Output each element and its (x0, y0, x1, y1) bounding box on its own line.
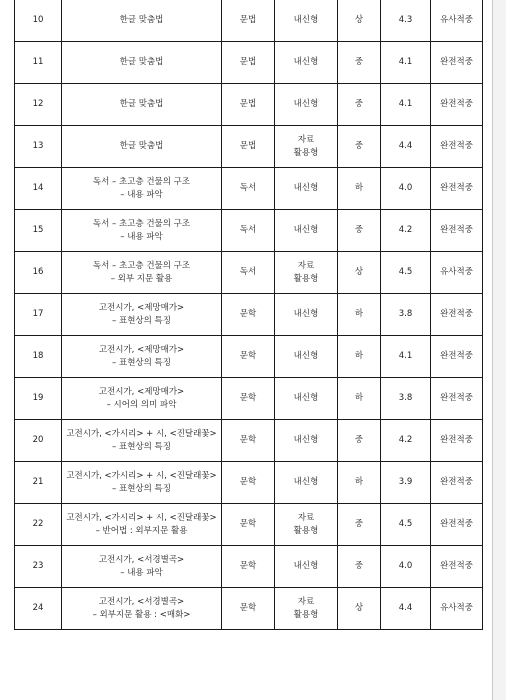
question-area: 문학 (222, 378, 275, 420)
question-topic (62, 0, 222, 42)
question-area: 독서 (222, 252, 275, 294)
question-topic-line: – 반어법 : 외부지문 활용 (95, 525, 188, 536)
table-row (15, 378, 483, 420)
question-difficulty: 하 (338, 462, 381, 504)
question-topic-line: – 외부지문 활용 : <매화> (92, 609, 191, 620)
question-number: 15 (15, 210, 62, 252)
question-area: 문학 (222, 294, 275, 336)
question-score: 4.1 (381, 42, 431, 84)
question-difficulty: 중 (338, 546, 381, 588)
question-area: 문학 (222, 336, 275, 378)
question-difficulty: 중 (338, 42, 381, 84)
question-area: 문학 (222, 588, 275, 630)
question-category: 완전적중 (431, 504, 483, 546)
question-number: 18 (15, 336, 62, 378)
question-type-line: 자료 (297, 134, 315, 145)
question-topic-line: – 표현상의 특징 (112, 483, 171, 494)
question-topic-line: 고전시가, <제망매가> (98, 344, 185, 355)
question-number: 17 (15, 294, 62, 336)
question-area: 문법 (222, 42, 275, 84)
question-type-line: 내신형 (293, 225, 319, 235)
question-topic-line: 독서 – 초고층 건물의 구조 (92, 176, 191, 187)
question-category: 완전적중 (431, 84, 483, 126)
question-topic-line: – 표현상의 특징 (112, 441, 171, 452)
question-type (275, 210, 338, 252)
question-difficulty: 상 (338, 588, 381, 630)
question-score: 3.8 (381, 294, 431, 336)
question-type-line: 내신형 (293, 99, 319, 109)
question-difficulty: 하 (338, 336, 381, 378)
question-topic-line: 고전시가, <제망매가> (98, 386, 185, 397)
question-category: 완전적중 (431, 378, 483, 420)
question-number: 10 (15, 0, 62, 42)
question-difficulty: 중 (338, 420, 381, 462)
question-type (275, 168, 338, 210)
question-topic (62, 378, 222, 420)
question-type (275, 0, 338, 42)
table-body (15, 0, 483, 630)
question-score: 3.9 (381, 462, 431, 504)
question-type-line: 활용형 (293, 273, 319, 284)
question-type (275, 126, 338, 168)
question-score: 4.4 (381, 588, 431, 630)
viewer-gutter (493, 0, 506, 700)
question-category: 완전적중 (431, 336, 483, 378)
question-topic (62, 126, 222, 168)
question-score: 4.0 (381, 168, 431, 210)
question-score: 4.1 (381, 84, 431, 126)
question-type (275, 294, 338, 336)
question-number: 14 (15, 168, 62, 210)
question-category: 완전적중 (431, 462, 483, 504)
question-area: 문학 (222, 546, 275, 588)
question-category: 유사적중 (431, 588, 483, 630)
question-number: 24 (15, 588, 62, 630)
question-type-line: 내신형 (293, 561, 319, 571)
table-row (15, 42, 483, 84)
question-category: 유사적중 (431, 0, 483, 42)
question-type-line: 자료 (297, 260, 315, 271)
question-topic-line: – 내용 파악 (120, 189, 163, 200)
question-type-line: 자료 (297, 596, 315, 607)
question-topic-line: 한글 맞춤법 (119, 99, 164, 109)
question-area: 문학 (222, 420, 275, 462)
question-category: 완전적중 (431, 294, 483, 336)
question-type-line: 활용형 (293, 525, 319, 536)
question-topic (62, 588, 222, 630)
question-difficulty: 상 (338, 0, 381, 42)
question-type (275, 84, 338, 126)
question-topic (62, 84, 222, 126)
question-area: 문법 (222, 0, 275, 42)
question-type-line: 내신형 (293, 15, 319, 25)
question-type-line: 내신형 (293, 183, 319, 193)
question-type (275, 252, 338, 294)
question-topic-line: – 표현상의 특징 (112, 357, 171, 368)
question-score: 4.2 (381, 420, 431, 462)
question-type (275, 588, 338, 630)
question-area: 문법 (222, 84, 275, 126)
question-type (275, 378, 338, 420)
question-difficulty: 하 (338, 378, 381, 420)
question-topic-line: 고전시가, <서경별곡> (98, 596, 185, 607)
question-type (275, 336, 338, 378)
table-row (15, 420, 483, 462)
question-topic-line: 고전시가, <서경별곡> (98, 554, 185, 565)
question-score: 4.1 (381, 336, 431, 378)
question-type-line: 자료 (297, 512, 315, 523)
table-row (15, 168, 483, 210)
question-topic-line: – 내용 파악 (120, 567, 163, 578)
question-category: 완전적중 (431, 210, 483, 252)
table-row (15, 210, 483, 252)
question-topic (62, 504, 222, 546)
table-row (15, 462, 483, 504)
question-type-line: 활용형 (293, 147, 319, 158)
table-row (15, 84, 483, 126)
question-difficulty: 상 (338, 252, 381, 294)
question-category: 완전적중 (431, 42, 483, 84)
question-topic-line: 고전시가, <가시리> + 시, <진달래꽃> (66, 470, 217, 481)
question-type-line: 내신형 (293, 351, 319, 361)
question-type (275, 42, 338, 84)
question-score: 4.5 (381, 504, 431, 546)
question-type-line: 활용형 (293, 609, 319, 620)
question-difficulty: 하 (338, 168, 381, 210)
question-score: 4.3 (381, 0, 431, 42)
question-topic-line: – 표현상의 특징 (112, 315, 171, 326)
question-topic (62, 210, 222, 252)
question-type (275, 546, 338, 588)
question-topic (62, 294, 222, 336)
question-area: 독서 (222, 210, 275, 252)
question-difficulty: 하 (338, 294, 381, 336)
question-topic (62, 546, 222, 588)
question-topic-line: 한글 맞춤법 (119, 57, 164, 67)
question-topic (62, 252, 222, 294)
question-area: 문법 (222, 126, 275, 168)
exam-analysis-table (14, 0, 483, 630)
question-type (275, 420, 338, 462)
question-number: 23 (15, 546, 62, 588)
question-type-line: 내신형 (293, 477, 319, 487)
question-number: 19 (15, 378, 62, 420)
question-score: 3.8 (381, 378, 431, 420)
question-number: 22 (15, 504, 62, 546)
question-topic (62, 336, 222, 378)
question-category: 완전적중 (431, 420, 483, 462)
question-category: 유사적중 (431, 252, 483, 294)
question-difficulty: 중 (338, 84, 381, 126)
table-row (15, 294, 483, 336)
question-category: 완전적중 (431, 168, 483, 210)
table-row (15, 546, 483, 588)
question-difficulty: 중 (338, 210, 381, 252)
question-number: 16 (15, 252, 62, 294)
question-type-line: 내신형 (293, 393, 319, 403)
question-area: 문학 (222, 462, 275, 504)
question-number: 21 (15, 462, 62, 504)
question-difficulty: 중 (338, 126, 381, 168)
question-number: 13 (15, 126, 62, 168)
question-topic-line: – 시어의 의미 파악 (106, 399, 177, 410)
question-topic-line: 고전시가, <가시리> + 시, <진달래꽃> (66, 512, 217, 523)
table-row (15, 126, 483, 168)
question-topic (62, 420, 222, 462)
question-type-line: 내신형 (293, 57, 319, 67)
table-row (15, 0, 483, 42)
question-area: 독서 (222, 168, 275, 210)
table-row (15, 588, 483, 630)
question-category: 완전적중 (431, 546, 483, 588)
question-topic-line: 고전시가, <가시리> + 시, <진달래꽃> (66, 428, 217, 439)
question-score: 4.0 (381, 546, 431, 588)
question-number: 20 (15, 420, 62, 462)
question-topic-line: 한글 맞춤법 (119, 15, 164, 25)
question-topic-line: 독서 – 초고층 건물의 구조 (92, 260, 191, 271)
question-type (275, 462, 338, 504)
question-area: 문학 (222, 504, 275, 546)
question-topic-line: 한글 맞춤법 (119, 141, 164, 151)
question-topic (62, 168, 222, 210)
question-topic-line: 고전시가, <제망매가> (98, 302, 185, 313)
question-score: 4.4 (381, 126, 431, 168)
question-topic (62, 462, 222, 504)
table-row (15, 336, 483, 378)
table-row (15, 252, 483, 294)
question-number: 11 (15, 42, 62, 84)
question-topic-line: – 외부 지문 활용 (110, 273, 173, 284)
question-difficulty: 중 (338, 504, 381, 546)
question-number: 12 (15, 84, 62, 126)
question-topic (62, 42, 222, 84)
question-type (275, 504, 338, 546)
question-topic-line: 독서 – 초고층 건물의 구조 (92, 218, 191, 229)
question-topic-line: – 내용 파악 (120, 231, 163, 242)
table-row (15, 504, 483, 546)
question-type-line: 내신형 (293, 309, 319, 319)
question-score: 4.5 (381, 252, 431, 294)
question-score: 4.2 (381, 210, 431, 252)
question-type-line: 내신형 (293, 435, 319, 445)
question-category: 완전적중 (431, 126, 483, 168)
